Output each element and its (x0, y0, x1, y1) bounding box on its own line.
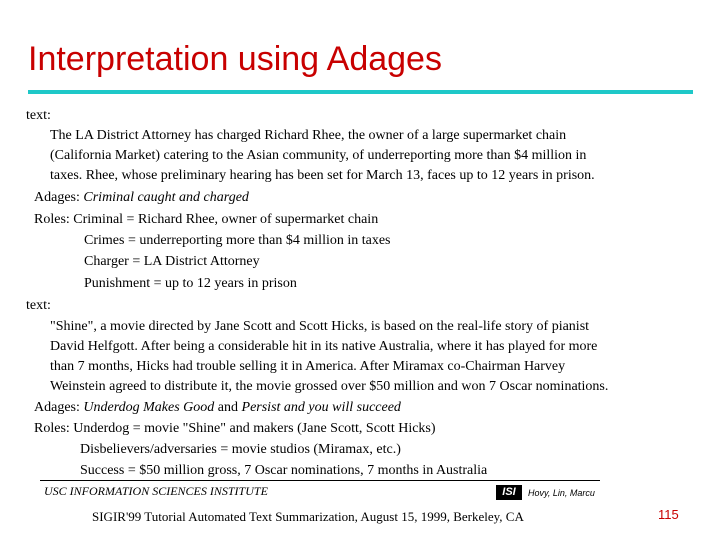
text2-roles-row (34, 419, 436, 439)
text2-line-4: Weinstein agreed to distribute it, the movie grossed over $50 million and won 7 Oscar nominations. (50, 379, 609, 394)
citation-footer: SIGIR'99 Tutorial Automated Text Summarization, August 15, 1999, Berkeley, CA (92, 509, 524, 524)
text2-adages-row (34, 398, 401, 418)
footer-rule (40, 480, 600, 481)
text2-line-3: than 7 months, Hicks had trouble selling it in America. After Miramax co-Chairman Harvey (50, 359, 566, 374)
text2-roles-item-1: Underdog = movie "Shine" and makers (Jane Scott, Scott Hicks) (73, 421, 436, 436)
text1-roles-item-4: Punishment = up to 12 years in prison (84, 276, 297, 291)
text2-line-2: David Helfgott. After being a considerable hit in its native Australia, where it has played for more (50, 339, 598, 354)
slide-title: Interpretation using Adages (28, 40, 442, 78)
text1-roles-label: Roles: (34, 212, 70, 227)
text1-line-1: The LA District Attorney has charged Richard Rhee, the owner of a large supermarket chain (50, 128, 567, 143)
text2-roles-item-3: Success = $50 million gross, 7 Oscar nominations, 7 months in Australia (80, 463, 488, 478)
text2-label: text: (26, 298, 51, 313)
text1-roles-row (34, 210, 378, 230)
text2-adage-a: Underdog Makes Good (83, 400, 215, 415)
text1-adages-value: Criminal caught and charged (83, 190, 249, 205)
text2-line-1: "Shine", a movie directed by Jane Scott and Scott Hicks, is based on the real-life story of pianist (50, 319, 590, 334)
text2-adages-label: Adages: (34, 400, 80, 415)
isi-logo: ISI (496, 485, 522, 500)
text2-adage-and: and (217, 400, 239, 415)
text1-line-2: (California Market) catering to the Asian community, of underreporting more than $4 million in (50, 148, 587, 163)
authors-credit: Hovy, Lin, Marcu (528, 488, 595, 498)
page-number: 115 (658, 507, 679, 522)
text1-label: text: (26, 108, 51, 123)
text2-adage-b: Persist and you will succeed (241, 400, 401, 415)
title-underline-rule (28, 90, 693, 94)
text1-roles-item-2: Crimes = underreporting more than $4 million in taxes (84, 233, 391, 248)
text1-roles-item-1: Criminal = Richard Rhee, owner of supermarket chain (73, 212, 379, 227)
text2-roles-label: Roles: (34, 421, 70, 436)
text1-adages-row (34, 188, 249, 208)
text1-line-3: taxes. Rhee, whose preliminary hearing has been set for March 13, faces up to 12 years in prison. (50, 168, 595, 183)
text2-roles-item-2: Disbelievers/adversaries = movie studios (Miramax, etc.) (80, 442, 401, 457)
text1-adages-label: Adages: (34, 190, 80, 205)
institute-name: USC INFORMATION SCIENCES INSTITUTE (44, 484, 268, 498)
text1-roles-item-3: Charger = LA District Attorney (84, 254, 260, 269)
